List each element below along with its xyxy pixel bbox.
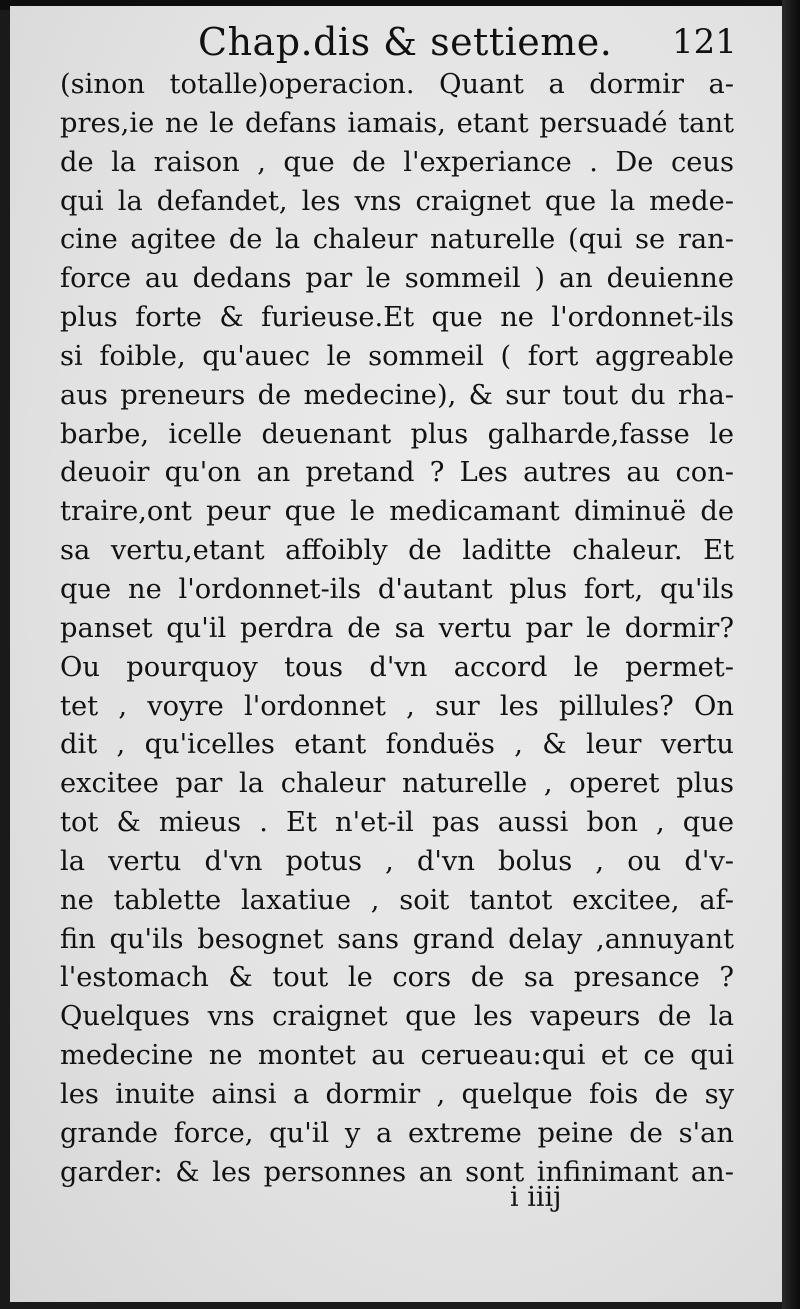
- text-line: tot & mieus . Et n'et-il pas aussi bon , que: [60, 807, 734, 839]
- text-line: fin qu'ils besognet sans grand delay ,annuyant: [60, 923, 734, 955]
- page-number: 121: [672, 22, 737, 62]
- text-line: force au dedans par le sommeil ) an deuienne: [60, 263, 734, 295]
- text-line: que ne l'ordonnet-ils d'autant plus fort, qu'ils: [60, 573, 734, 605]
- text-line: ne tablette laxatiue , soit tantot excitee, af-: [60, 884, 734, 916]
- text-line: l'estomach & tout le cors de sa presance ?: [60, 962, 734, 994]
- text-line: dit , qu'icelles etant fonduës , & leur vertu: [60, 729, 734, 761]
- text-line: garder: & les personnes an sont infinimant an-: [60, 1156, 734, 1188]
- text-line: cine agitee de la chaleur naturelle (qui se ran-: [60, 224, 734, 256]
- text-line: medecine ne montet au cerueau:qui et ce qui: [60, 1040, 734, 1072]
- body-text: [60, 66, 734, 1192]
- text-line: panset qu'il perdra de sa vertu par le dormir?: [60, 612, 734, 644]
- signature-mark: i iiij: [510, 1182, 562, 1213]
- text-line: barbe, icelle deuenant plus galharde,fasse le: [60, 418, 734, 450]
- text-line: les inuite ainsi a dormir , quelque fois de sy: [60, 1078, 734, 1110]
- text-line: sa vertu,etant affoibly de laditte chaleur. Et: [60, 535, 734, 567]
- text-line: pres,ie ne le defans iamais, etant persuadé tant: [60, 107, 734, 139]
- page-header: [10, 20, 782, 64]
- text-line: deuoir qu'on an pretand ? Les autres au con-: [60, 457, 734, 489]
- text-line: Ou pourquoy tous d'vn accord le permet-: [60, 651, 734, 683]
- scan-right-edge: [782, 0, 800, 1309]
- text-line: si foible, qu'auec le sommeil ( fort aggreable: [60, 340, 734, 372]
- text-line: (sinon totalle)operacion. Quant a dormir a-: [60, 69, 734, 100]
- text-line: qui la defandet, les vns craignet que la mede-: [60, 185, 734, 217]
- running-head: Chap.dis & settieme.: [198, 20, 613, 64]
- text-line: grande force, qu'il y a extreme peine de s'an: [60, 1117, 734, 1149]
- text-line: tet , voyre l'ordonnet , sur les pillules? On: [60, 690, 734, 722]
- text-line: excitee par la chaleur naturelle , operet plus: [60, 768, 734, 800]
- book-page: [10, 6, 782, 1302]
- text-line: la vertu d'vn potus , d'vn bolus , ou d'v-: [60, 845, 734, 877]
- text-line: Quelques vns craignet que les vapeurs de la: [60, 1001, 734, 1033]
- text-line: aus preneurs de medecine), & sur tout du rha-: [60, 379, 734, 411]
- text-line: de la raison , que de l'experiance . De ceus: [60, 146, 734, 178]
- text-line: traire,ont peur que le medicamant diminuë de: [60, 496, 734, 528]
- text-line: plus forte & furieuse.Et que ne l'ordonnet-ils: [60, 302, 734, 334]
